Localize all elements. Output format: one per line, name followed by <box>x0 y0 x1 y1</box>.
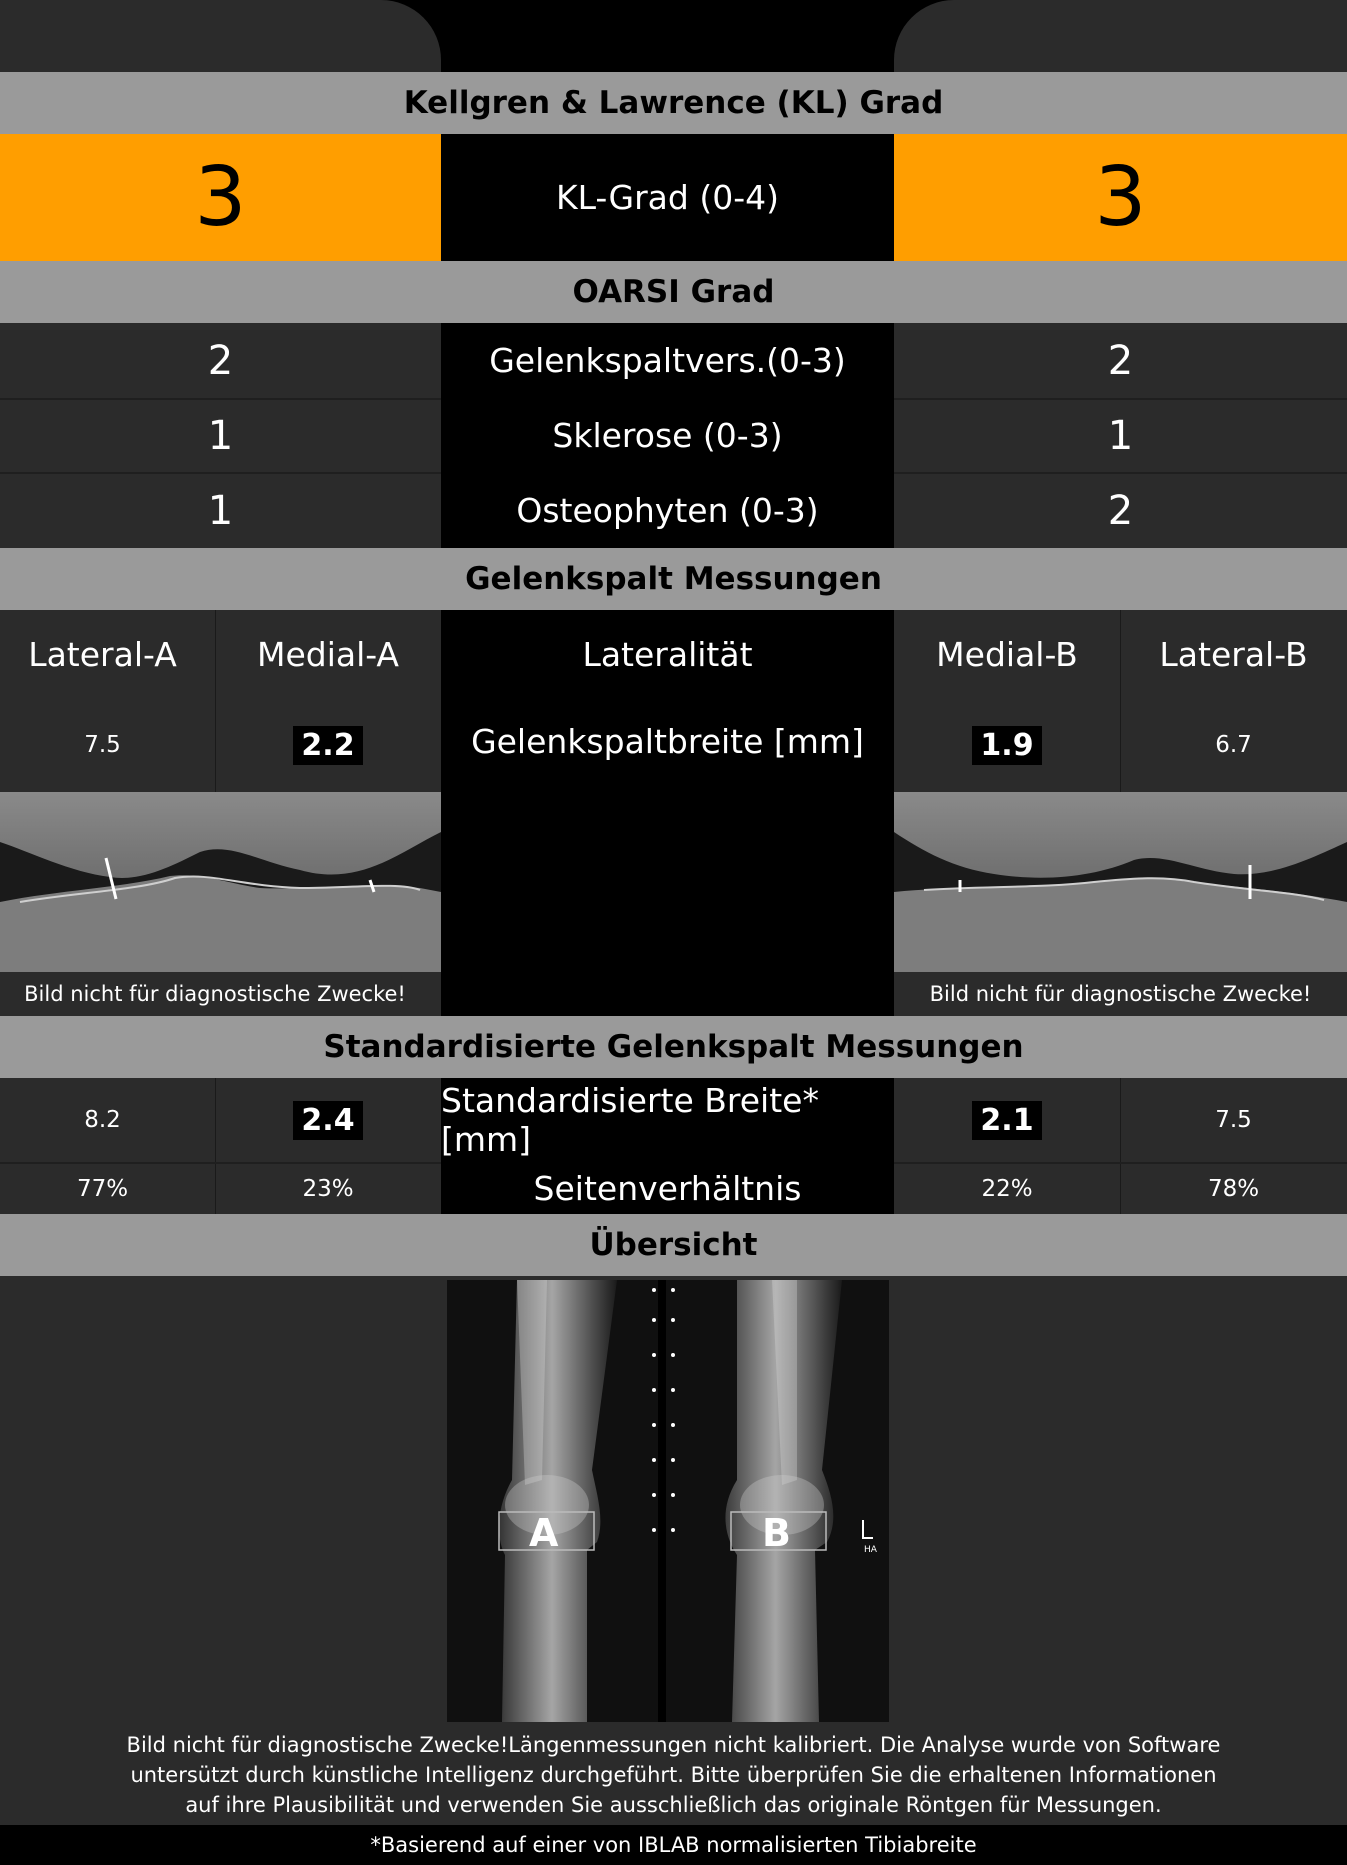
std-section-title: Standardisierte Gelenkspalt Messungen <box>0 1016 1347 1078</box>
kl-grade-left-value: 3 <box>194 150 247 245</box>
overview-xray-image <box>447 1280 889 1722</box>
jsw-value-lateral-b: 6.7 <box>1215 732 1252 758</box>
col-header-lateral-a: Lateral-A <box>28 634 177 674</box>
oarsi-row-left-value: 1 <box>207 487 234 534</box>
disclaimer-right: Bild nicht für diagnostische Zwecke! <box>929 982 1312 1006</box>
kl-grade-left <box>0 134 441 261</box>
kl-section-title: Kellgren & Lawrence (KL) Grad <box>0 72 1347 134</box>
jsw-width-label: Gelenkspaltbreite [mm] <box>471 721 864 761</box>
ratio-lateral-a: 77% <box>76 1176 129 1202</box>
kl-grade-right <box>894 134 1347 261</box>
left-top-tab <box>0 0 441 72</box>
ratio-lateral-b: 78% <box>1207 1176 1260 1202</box>
jsw-value-medial-b: 1.9 <box>972 726 1041 765</box>
jsw-value-lateral-a: 7.5 <box>84 732 121 758</box>
std-width-medial-b: 2.1 <box>972 1101 1041 1140</box>
oarsi-row-right-value: 1 <box>1107 412 1134 459</box>
footer-disclaimer <box>0 1730 1347 1820</box>
std-width-medial-b-cell <box>894 1078 1120 1162</box>
oarsi-section-title: OARSI Grad <box>0 261 1347 323</box>
footer-line: Bild nicht für diagnostische Zwecke!Längenmessungen nicht kalibriert. Die Analyse wurde von Software <box>126 1733 1221 1757</box>
footnote: *Basierend auf einer von IBLAB normalisierten Tibiabreite <box>0 1825 1347 1865</box>
footer-line: auf ihre Plausibilität und verwenden Sie ausschließlich das originale Röntgen für Messungen. <box>185 1793 1162 1817</box>
std-width-label: Standardisierte Breite* [mm] <box>441 1081 819 1159</box>
ratio-medial-b: 22% <box>981 1176 1033 1202</box>
overview-xray <box>447 1280 889 1722</box>
knee-b-xray-crop <box>894 792 1347 972</box>
kl-grade-label: KL-Grad (0-4) <box>441 134 894 261</box>
overview-section-title: Übersicht <box>0 1214 1347 1276</box>
oarsi-row-label: Gelenkspaltvers.(0-3) <box>489 341 846 380</box>
right-top-tab <box>894 0 1347 72</box>
jsw-value-medial-a-cell <box>215 698 441 792</box>
ratio-label: Seitenverhältnis <box>533 1168 802 1208</box>
col-header-laterality: Lateralität <box>582 634 753 674</box>
oarsi-row-left-value: 2 <box>207 337 234 384</box>
oarsi-row-label: Osteophyten (0-3) <box>516 491 819 530</box>
disclaimer-left: Bild nicht für diagnostische Zwecke! <box>24 982 406 1006</box>
std-width-lateral-b: 7.5 <box>1215 1107 1252 1133</box>
std-width-lateral-a: 8.2 <box>84 1107 121 1133</box>
oarsi-row-right-value: 2 <box>1107 487 1134 534</box>
knee-b-xray-image <box>894 792 1347 972</box>
overview-label-b: B <box>762 1511 791 1555</box>
footer-line: untersützt durch künstliche Intelligenz durchgeführt. Bitte überprüfen Sie die erhaltenen Informationen <box>130 1763 1217 1787</box>
std-width-medial-a: 2.4 <box>293 1101 362 1140</box>
ratio-medial-a: 23% <box>302 1176 354 1202</box>
col-header-medial-a: Medial-A <box>256 634 400 674</box>
jsw-value-medial-a: 2.2 <box>293 726 362 765</box>
knee-a-xray-crop <box>0 792 441 972</box>
kl-grade-right-value: 3 <box>1094 150 1147 245</box>
jsw-value-medial-b-cell <box>894 698 1120 792</box>
col-header-medial-b: Medial-B <box>936 634 1078 674</box>
oarsi-row-right-value: 2 <box>1107 337 1134 384</box>
jsw-section-title: Gelenkspalt Messungen <box>0 548 1347 610</box>
oarsi-row-left-value: 1 <box>207 412 234 459</box>
knee-a-xray-image <box>0 792 441 972</box>
std-width-medial-a-cell <box>215 1078 441 1162</box>
col-header-lateral-b: Lateral-B <box>1159 634 1308 674</box>
overview-label-a: A <box>529 1511 559 1555</box>
overview-marker: HA <box>864 1545 877 1555</box>
oarsi-row-label: Sklerose (0-3) <box>552 416 783 455</box>
